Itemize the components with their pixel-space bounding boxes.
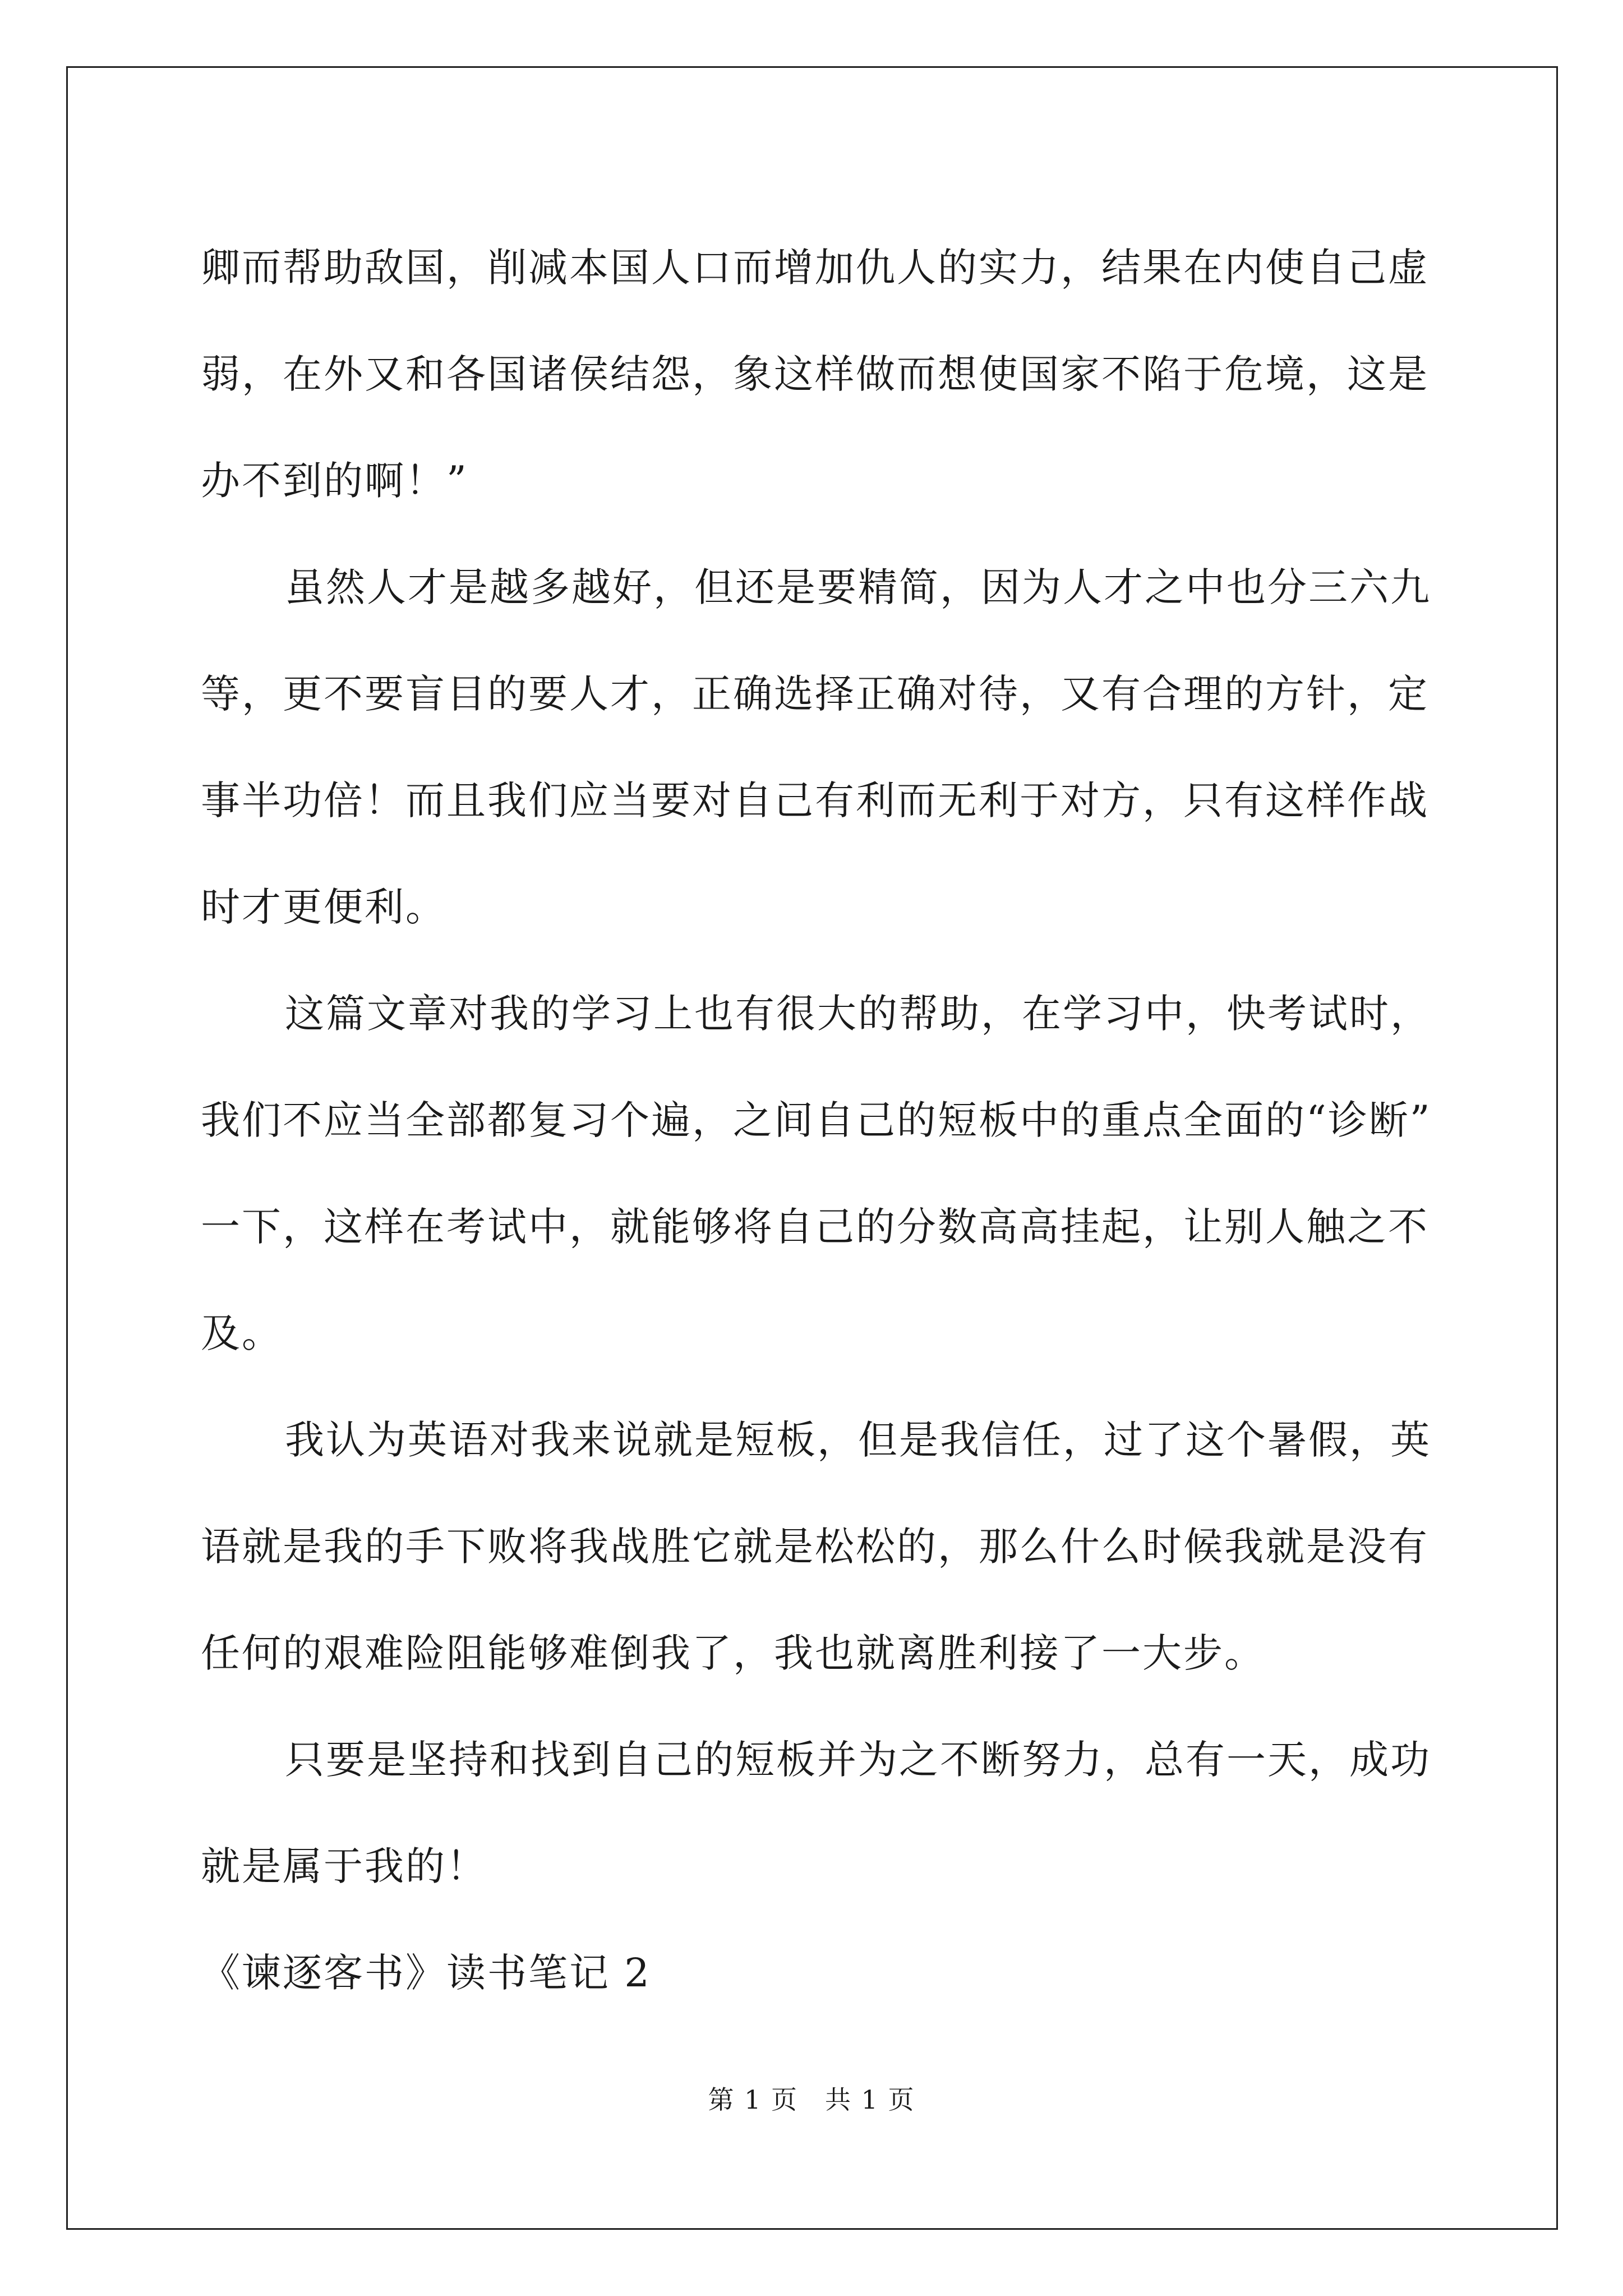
text-line: 弱，在外又和各国诸侯结怨，象这样做而想使国家不陷于危境，这是 xyxy=(201,351,1429,397)
paragraph xyxy=(201,1387,1435,1706)
text-line: 等，更不要盲目的要人才，正确选择正确对待，又有合理的方针，定 xyxy=(201,671,1429,717)
text-line: 办不到的啊！” xyxy=(201,458,468,504)
text-line: 事半功倍！而且我们应当要对自己有利而无利于对方，只有这样作战 xyxy=(201,777,1429,823)
paragraph xyxy=(201,960,1435,1387)
paragraph xyxy=(201,1706,1435,1920)
text-line: 我们不应当全部都复习个遍，之间自己的短板中的重点全面的“诊断” xyxy=(201,1097,1432,1143)
text-line: 任何的艰难险阻能够难倒我了，我也就离胜利接了一大步。 xyxy=(201,1630,1265,1676)
text-line: 虽然人才是越多越好，但还是要精简，因为人才之中也分三六九 xyxy=(285,564,1431,610)
paragraph xyxy=(201,534,1435,960)
text-line: 卿而帮助敌国，削减本国人口而增加仇人的实力，结果在内使自己虚 xyxy=(201,245,1429,291)
text-line: 一下，这样在考试中，就能够将自己的分数高高挂起，让别人触之不 xyxy=(201,1204,1429,1250)
page-footer xyxy=(0,2083,1623,2116)
page-number-label: 第 1 页 共 1 页 xyxy=(708,2085,915,2115)
text-line: 只要是坚持和找到自己的短板并为之不断努力，总有一天，成功 xyxy=(285,1737,1431,1783)
text-line: 就是属于我的！ xyxy=(201,1843,487,1889)
section-heading: 《谏逐客书》读书笔记 2 xyxy=(201,1950,651,1996)
text-line: 及。 xyxy=(201,1310,283,1356)
text-line: 这篇文章对我的学习上也有很大的帮助，在学习中，快考试时， xyxy=(285,991,1431,1037)
paragraph xyxy=(201,214,1435,534)
text-line: 语就是我的手下败将我战胜它就是松松的，那么什么时候我就是没有 xyxy=(201,1524,1429,1570)
text-line: 时才更便利。 xyxy=(201,884,446,930)
document-body xyxy=(201,214,1435,2026)
text-line: 我认为英语对我来说就是短板，但是我信任，过了这个暑假，英 xyxy=(285,1417,1431,1463)
